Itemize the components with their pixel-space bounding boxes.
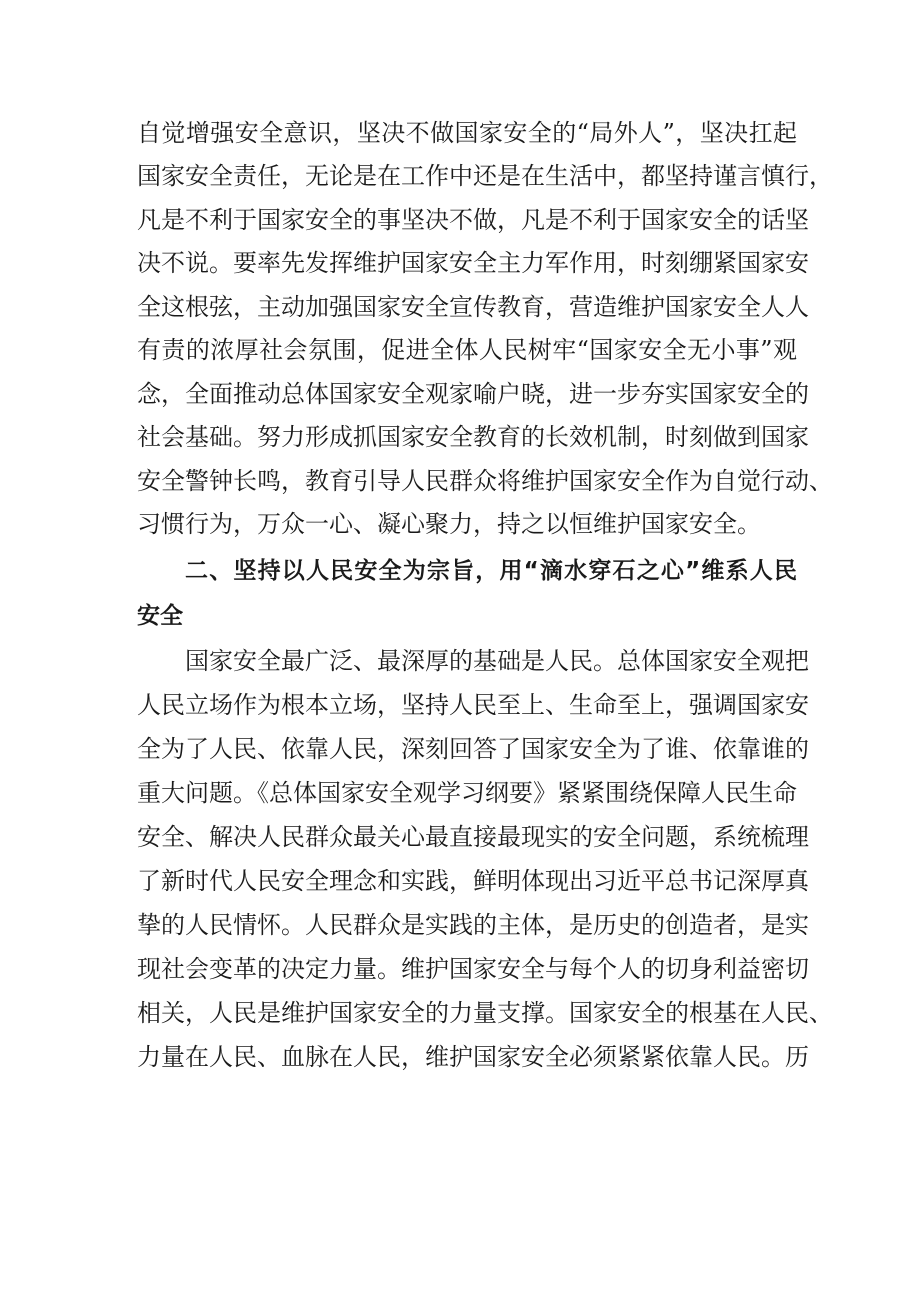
text-line: 了新时代人民安全理念和实践，鲜明体现出习近平总书记深厚真 bbox=[137, 867, 809, 895]
text-line: 全为了人民、依靠人民，深刻回答了国家安全为了谁、依靠谁的 bbox=[137, 735, 809, 763]
heading-line: 二、坚持以人民安全为宗旨，用“滴水穿石之心”维系人民 bbox=[185, 558, 797, 584]
text-line: 人民立场作为根本立场，坚持人民至上、生命至上，强调国家安 bbox=[137, 691, 809, 719]
heading-line: 安全 bbox=[137, 603, 183, 629]
text-line: 挚的人民情怀。人民群众是实践的主体，是历史的创造者，是实 bbox=[137, 911, 809, 939]
text-line: 凡是不利于国家安全的事坚决不做，凡是不利于国家安全的话坚 bbox=[137, 206, 809, 234]
text-line: 国家安全责任，无论是在工作中还是在生活中，都坚持谨言慎行， bbox=[137, 162, 833, 190]
text-line: 国家安全最广泛、最深厚的基础是人民。总体国家安全观把 bbox=[185, 647, 809, 675]
text-line: 决不说。要率先发挥维护国家安全主力军作用，时刻绷紧国家安 bbox=[137, 249, 809, 277]
text-line: 相关，人民是维护国家安全的力量支撑。国家安全的根基在人民、 bbox=[137, 999, 833, 1027]
text-line: 全这根弦，主动加强国家安全宣传教育，营造维护国家安全人人 bbox=[137, 293, 809, 321]
text-line: 现社会变革的决定力量。维护国家安全与每个人的切身利益密切 bbox=[137, 955, 809, 983]
text-line: 社会基础。努力形成抓国家安全教育的长效机制，时刻做到国家 bbox=[137, 423, 809, 451]
text-line: 自觉增强安全意识，坚决不做国家安全的“局外人”，坚决扛起 bbox=[137, 119, 797, 147]
text-line: 力量在人民、血脉在人民，维护国家安全必须紧紧依靠人民。历 bbox=[137, 1043, 809, 1071]
text-line: 有责的浓厚社会氛围，促进全体人民树牢“国家安全无小事”观 bbox=[137, 336, 797, 364]
text-line: 安全、解决人民群众最关心最直接最现实的安全问题，系统梳理 bbox=[137, 823, 809, 851]
text-line: 安全警钟长鸣，教育引导人民群众将维护国家安全作为自觉行动、 bbox=[137, 467, 833, 495]
text-line: 重大问题。《总体国家安全观学习纲要》紧紧围绕保障人民生命 bbox=[137, 779, 797, 807]
text-line: 习惯行为，万众一心、凝心聚力，持之以恒维护国家安全。 bbox=[137, 510, 761, 538]
text-line: 念，全面推动总体国家安全观家喻户晓，进一步夯实国家安全的 bbox=[137, 380, 809, 408]
